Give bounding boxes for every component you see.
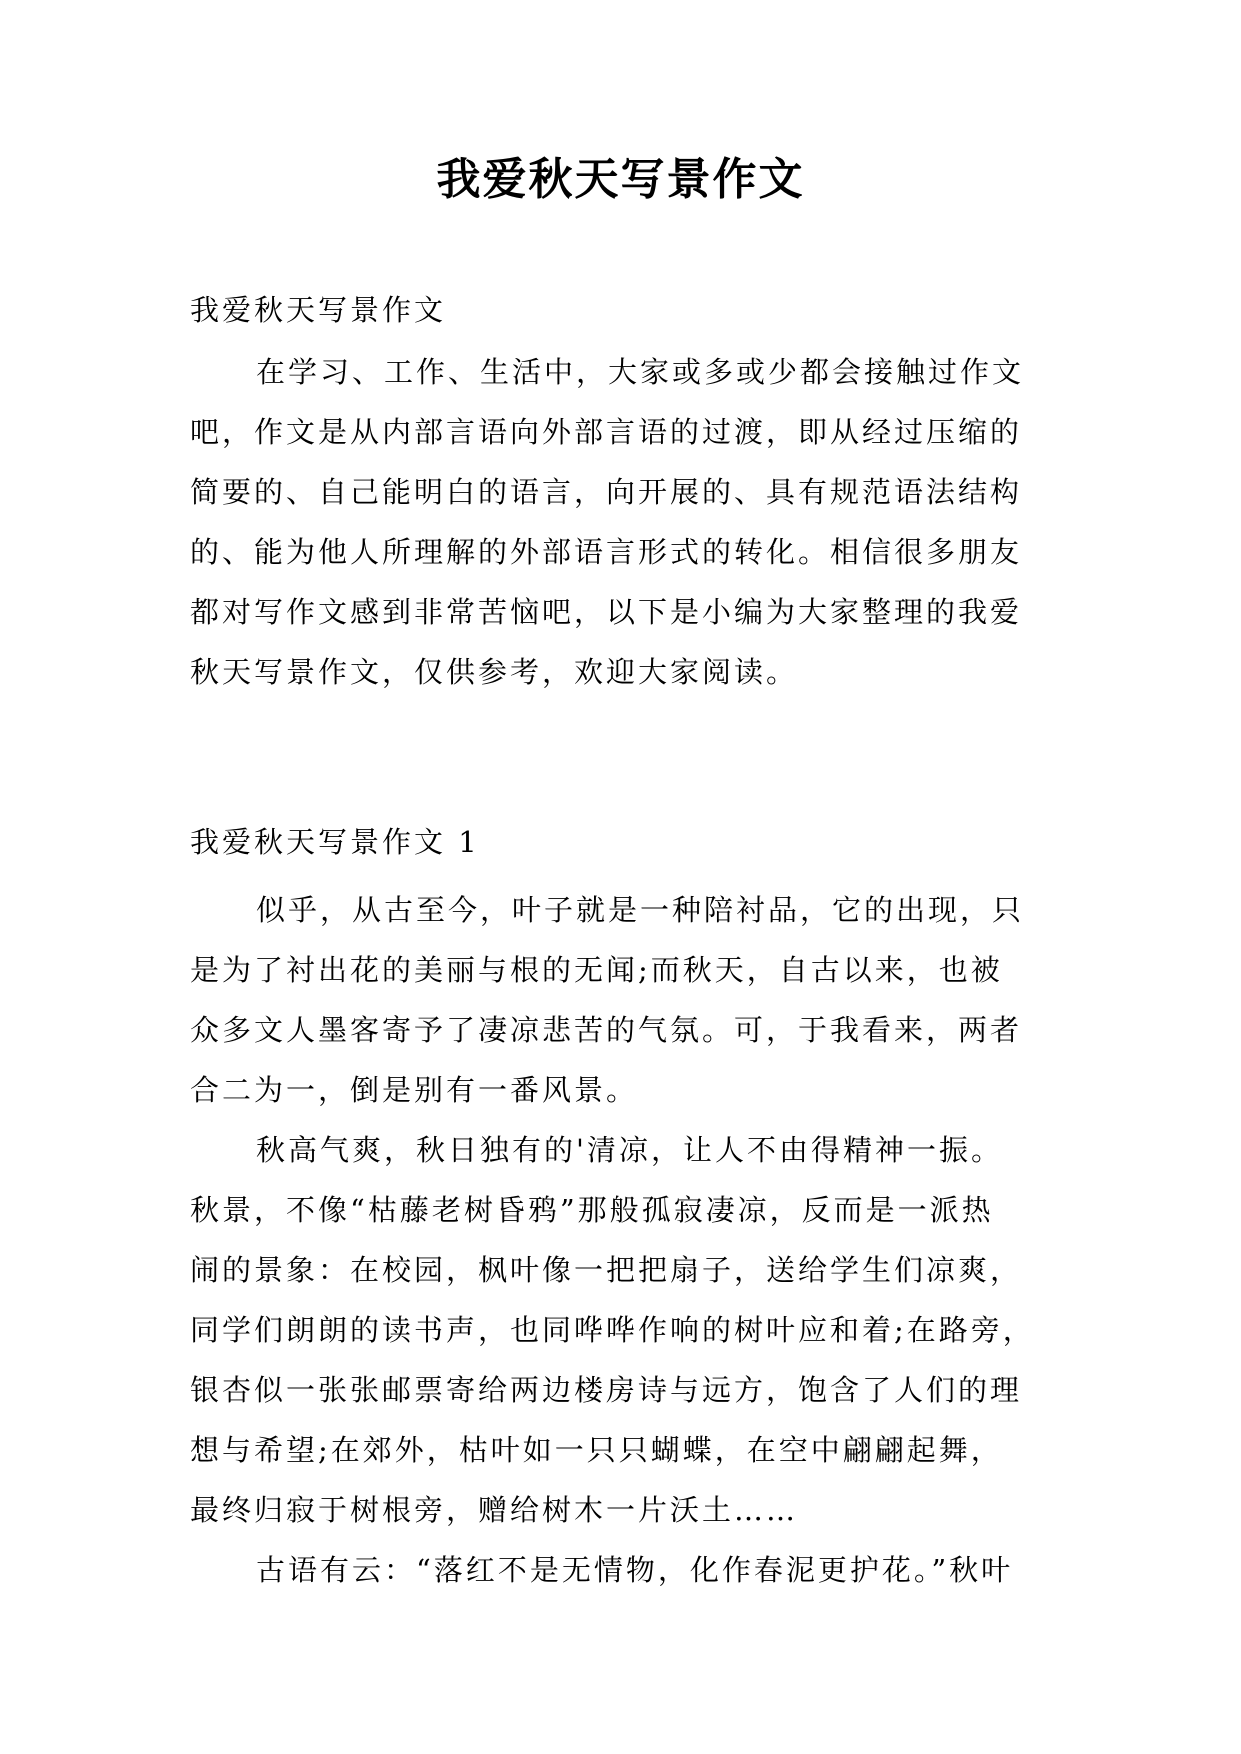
paragraph-line: 银杏似一张张邮票寄给两边楼房诗与远方，饱含了人们的理: [190, 1373, 1023, 1407]
section-heading: 我爱秋天写景作文 1: [190, 825, 480, 859]
paragraph-line: 想与希望;在郊外，枯叶如一只只蝴蝶，在空中翩翩起舞，: [190, 1433, 1003, 1467]
paragraph-line: 合二为一，倒是别有一番风景。: [190, 1073, 639, 1107]
intro-line: 简要的、自己能明白的语言，向开展的、具有规范语法结构: [190, 475, 1023, 509]
paragraph-line: 古语有云：“落红不是无情物，化作春泥更护花。”秋叶: [256, 1553, 1014, 1587]
intro-paragraph: [190, 342, 1060, 702]
body-paragraph-3: [190, 1540, 1060, 1600]
paragraph-line: 众多文人墨客寄予了凄凉悲苦的气氛。可，于我看来，两者: [190, 1013, 1023, 1047]
intro-line: 在学习、工作、生活中，大家或多或少都会接触过作文: [256, 355, 1025, 389]
intro-line: 秋天写景作文，仅供参考，欢迎大家阅读。: [190, 655, 799, 689]
intro-line: 吧，作文是从内部言语向外部言语的过渡，即从经过压缩的: [190, 415, 1023, 449]
body-paragraph-2: [190, 1120, 1060, 1540]
paragraph-line: 同学们朗朗的读书声，也同哗哗作响的树叶应和着;在路旁，: [190, 1313, 1035, 1347]
intro-line: 的、能为他人所理解的外部语言形式的转化。相信很多朋友: [190, 535, 1023, 569]
intro-line: 都对写作文感到非常苦恼吧，以下是小编为大家整理的我爱: [190, 595, 1023, 629]
paragraph-line: 似乎，从古至今，叶子就是一种陪衬品，它的出现，只: [256, 893, 1025, 927]
paragraph-line: 闹的景象：在校园，枫叶像一把把扇子，送给学生们凉爽，: [190, 1253, 1023, 1287]
body-paragraph-1: [190, 880, 1060, 1120]
document-title: 我爱秋天写景作文: [436, 154, 805, 205]
paragraph-line: 秋高气爽，秋日独有的'清凉，让人不由得精神一振。: [256, 1133, 1003, 1167]
paragraph-line: 是为了衬出花的美丽与根的无闻;而秋天，自古以来，也被: [190, 953, 1003, 987]
paragraph-line: 最终归寂于树根旁，赠给树木一片沃土……: [190, 1493, 799, 1527]
document-subtitle: 我爱秋天写景作文: [190, 293, 447, 327]
paragraph-line: 秋景，不像“枯藤老树昏鸦”那般孤寂凄凉，反而是一派热: [190, 1193, 994, 1227]
